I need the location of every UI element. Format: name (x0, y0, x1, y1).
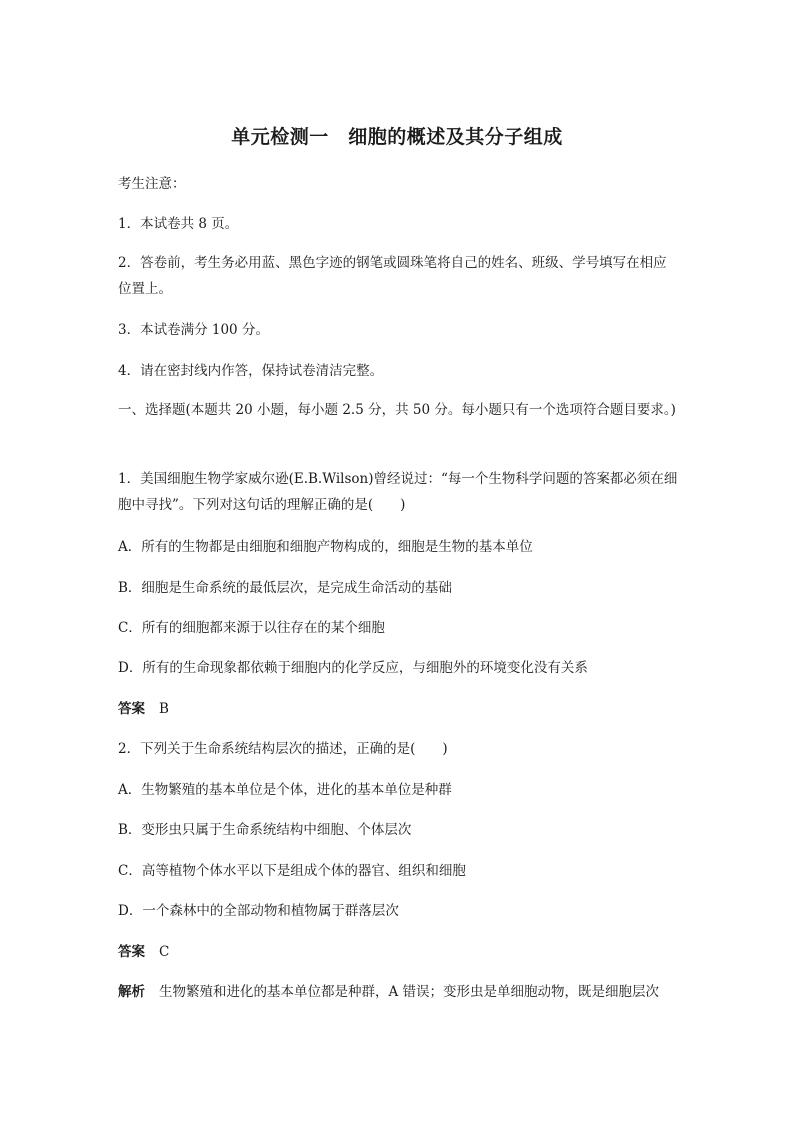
question-2-option-c: C．高等植物个体水平以下是组成个体的器官、组织和细胞 (118, 863, 466, 879)
question-1-option-d: D．所有的生命现象都依赖于细胞内的化学反应，与细胞外的环境变化没有关系 (118, 660, 588, 676)
notice-item-1: 1．本试卷共 8 页。 (118, 216, 239, 232)
question-1-answer (118, 697, 680, 721)
question-2-stem: 2．下列关于生命系统结构层次的描述，正确的是( ) (118, 741, 448, 757)
question-2-option-d: D．一个森林中的全部动物和植物属于群落层次 (118, 903, 399, 919)
page-title: 单元检测一 细胞的概述及其分子组成 (231, 126, 563, 148)
notice-item-3: 3．本试卷满分 100 分。 (118, 322, 269, 338)
question-2-answer (118, 940, 680, 964)
question-2-option-b: B．变形虫只属于生命系统结构中细胞、个体层次 (118, 822, 412, 838)
answer-value: B (159, 701, 169, 717)
answer-label: 答案 (118, 701, 145, 717)
analysis-text: 生物繁殖和进化的基本单位都是种群，A 错误；变形虫是单细胞动物，既是细胞层次 (159, 984, 660, 1000)
section-heading: 一、选择题(本题共 20 小题，每小题 2.5 分，共 50 分。每小题只有一个选项符合题目要求。) (118, 402, 676, 418)
question-1-option-c: C．所有的细胞都来源于以往存在的某个细胞 (118, 620, 385, 636)
answer-value: C (159, 944, 170, 960)
answer-label: 答案 (118, 944, 145, 960)
question-2-option-a: A．生物繁殖的基本单位是个体，进化的基本单位是种群 (118, 782, 452, 798)
question-1-option-b: B．细胞是生命系统的最低层次，是完成生命活动的基础 (118, 580, 452, 596)
analysis-label: 解析 (118, 984, 145, 1000)
notice-heading: 考生注意： (118, 176, 186, 192)
notice-item-2: 2．答卷前，考生务必用蓝、黑色字迹的钢笔或圆珠笔将自己的姓名、班级、学号填写在相应位置上。 (118, 255, 667, 297)
question-1-option-a: A．所有的生物都是由细胞和细胞产物构成的，细胞是生物的基本单位 (118, 539, 533, 555)
question-1-stem: 1．美国细胞生物学家威尔逊(E.B.Wilson)曾经说过：“每一个生物科学问题的答案都必须在细胞中寻找”。下列对这句话的理解正确的是( ) (118, 471, 678, 513)
question-2-analysis (118, 980, 680, 1004)
notice-item-4: 4．请在密封线内作答，保持试卷清洁完整。 (118, 363, 384, 379)
